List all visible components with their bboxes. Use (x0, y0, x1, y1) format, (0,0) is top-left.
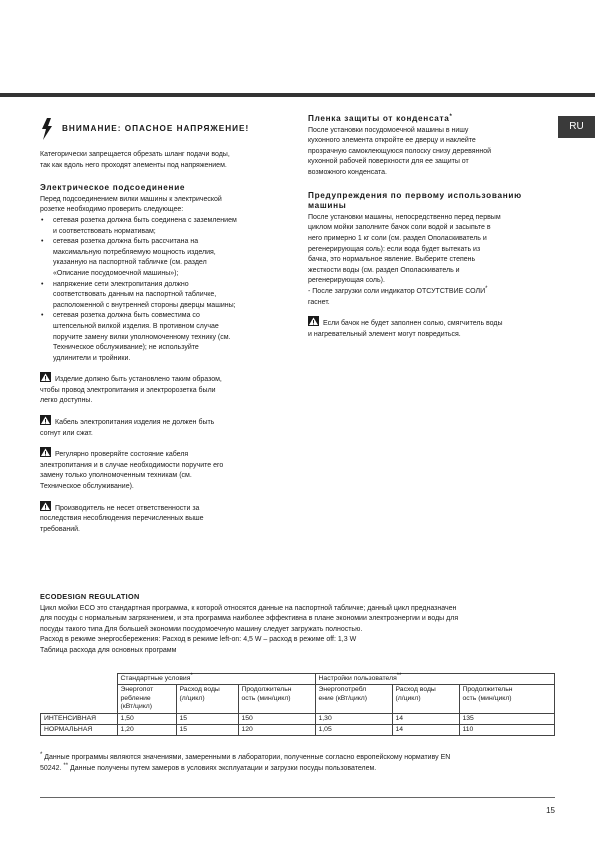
table-group-header: Стандартные условия* (117, 674, 315, 685)
condensation-film-title: Пленка защиты от конденсата* (308, 114, 453, 123)
warning-note: Регулярно проверяйте состояние кабеля электропитания и в случае необходимости поручите его замену только уполномоченным техникам (см. Техническое обслуживание). (40, 447, 272, 492)
warning-note: Кабель электропитания изделия не должен быть согнут или сжат. (40, 415, 272, 439)
electrical-checklist (40, 216, 272, 364)
ecodesign-section: ECODESIGN REGULATION Цикл мойки ECO это стандартная программа, к которой относятся данные на паспортной табличке; данный цикл предназначен для посуды с нормальным загрязнением, и эта программа наиболее эффективна в плане экономии электроэнергии и воды для посуды такого типа Для большей экономии посудомоечную машину следует загружать полностью. Расход в режиме энергосбережения: Расход в режиме left-on: 4,5 W – расход в режиме off: 1,3 W Таблица расхода для основных программ (40, 592, 555, 657)
warning-triangle-icon (40, 447, 51, 457)
table-column-header: Расход воды (л/цикл) (176, 685, 238, 713)
warning-triangle-icon (40, 501, 51, 511)
language-tab: RU (558, 116, 595, 138)
list-item: • сетевая розетка должна быть совместима со штепсельной вилкой изделия. В противном случае поручите замену вилки уполномоченному технику (см. Техническое обслуживание); не используйте удлинители и тройники. (40, 311, 272, 364)
bottom-divider (40, 797, 555, 798)
danger-text: Категорически запрещается обрезать шланг подачи воды, так как вдоль него проходят элементы под напряжением. (40, 151, 230, 169)
lightning-bolt-icon (40, 118, 54, 140)
footnotes: * Данные программы являются значениями, замеренными в лаборатории, полученные согласно европейскому нормативу EN 50242. ** Данные получены путем замеров в условиях эксплуатации и загрузки посуды пользователем. (40, 752, 451, 772)
page-number: 15 (546, 806, 555, 815)
table-column-header: Продолжительн ость (мин/цикл) (459, 685, 555, 713)
first-use-text: После установки машины, непосредственно перед первым циклом мойки заполните бачок соли водой и засыпьте в него примерно 1 кг соли (см. раздел Ополаскиватель и регенерирующая соль): если вода будет вытекать из бачка, это нормальное явление. Выберите степень жесткости воды (см. раздел Ополаскиватель и регенерирующая соль). - После загрузки соли индикатор ОТСУТСТВИЕ СОЛИ* гаснет. (308, 213, 501, 306)
list-item: • напряжение сети электропитания должно соответствовать данным на паспортной табличке, расположенной с внутренней стороны дверцы машины; (40, 280, 272, 312)
warning-triangle-icon (40, 372, 51, 382)
warning-note: Производитель не несет ответственности за последствия несоблюдения перечисленных выше требований. (40, 501, 272, 536)
electrical-connection-title: Электрическое подсоединение (40, 183, 186, 193)
ecodesign-title: ECODESIGN REGULATION (40, 592, 140, 601)
top-divider-bar (0, 93, 595, 97)
table-row: НОРМАЛЬНАЯ 1,20 15 120 1,05 14 110 (41, 725, 555, 736)
right-column (308, 114, 544, 340)
table-column-header: Расход воды (л/цикл) (392, 685, 459, 713)
table-row: ИНТЕНСИВНАЯ 1,50 15 150 1,30 14 135 (41, 713, 555, 724)
table-column-header: Продолжительн ость (мин/цикл) (238, 685, 315, 713)
danger-title: ВНИМАНИЕ: ОПАСНОЕ НАПРЯЖЕНИЕ! (62, 123, 250, 133)
electrical-intro: Перед подсоединением вилки машины к электрической розетке необходимо проверить следующее: (40, 195, 222, 214)
first-use-title: Предупреждения по первому использованию машины (308, 190, 522, 211)
warning-triangle-icon (308, 316, 319, 326)
table-column-header: Энергопот ребление (кВт/цикл) (117, 685, 176, 713)
condensation-film-text: После установки посудомоечной машины в нишу кухонного элемента откройте ее дверцу и наклейте прозрачную самоклеющуюся полоску снизу деревянной кухонной рабочей поверхности для ее защиты от возможного конденсата. (308, 126, 492, 176)
table-column-header: Энергопотребл ение (кВт/цикл) (315, 685, 392, 713)
list-item: • сетевая розетка должна быть соединена с заземлением и соответствовать нормативам; (40, 216, 272, 237)
table-group-header: Настройки пользователя** (315, 674, 555, 685)
left-column (40, 118, 272, 535)
warning-triangle-icon (40, 415, 51, 425)
consumption-table (40, 673, 555, 736)
warning-note: Изделие должно быть установлено таким образом, чтобы провод электропитания и электророзетка были легко доступны. (40, 372, 272, 407)
warning-note: Если бачок не будет заполнен солью, смягчитель воды и нагревательный элемент могут повредиться. (308, 316, 544, 340)
danger-heading (40, 118, 272, 140)
list-item: • сетевая розетка должна быть рассчитана на максимальную потребляемую мощность изделия, указанную на паспортной табличке (см. раздел «Описание посудомоечной машины»); (40, 237, 272, 279)
